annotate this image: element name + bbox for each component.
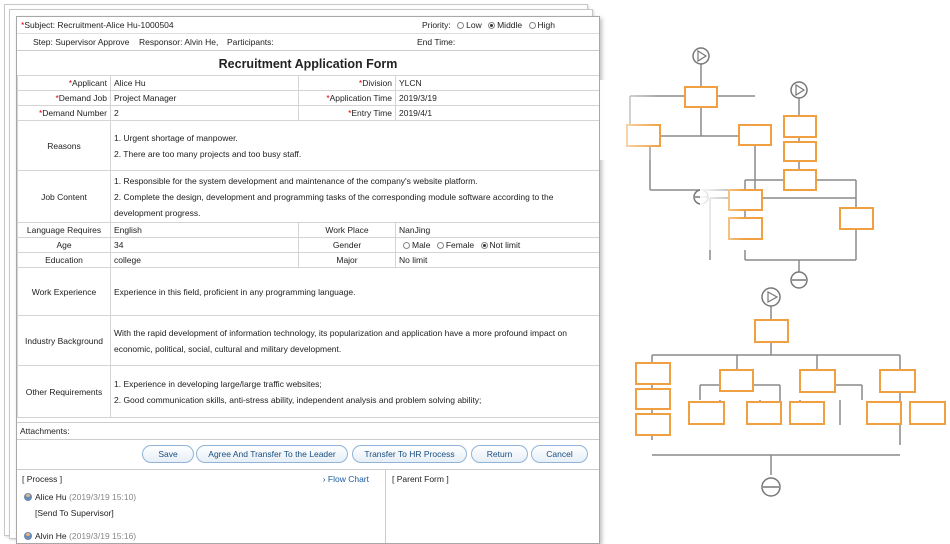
- process-entry: [24, 492, 136, 502]
- start-icon: [762, 288, 780, 306]
- flow-step-box: [910, 402, 945, 424]
- entry-time-value: 2019/4/1: [396, 106, 600, 121]
- application-time-label: Application Time: [329, 93, 392, 103]
- age-label: Age: [18, 238, 111, 253]
- participants-label: Participants:: [227, 37, 274, 47]
- process-entry-action: [Send To Supervisor]: [35, 508, 114, 518]
- age-value: 34: [111, 238, 299, 253]
- process-entry-time: (2019/3/19 15:10): [69, 492, 137, 502]
- major-label: Major: [299, 253, 396, 268]
- application-time-value: 2019/3/19: [396, 91, 600, 106]
- priority-group: Priority: Low Middle High: [421, 20, 555, 30]
- entry-time-label: Entry Time: [351, 108, 392, 118]
- step-row: [17, 34, 599, 51]
- industry-background-value: With the rapid development of information technology, its popularization and application have a more profound impact on economic, political, social, cultural and military development.: [111, 316, 600, 366]
- job-content-value: 1. Responsible for the system development and maintenance of the company's website platform. 2. Complete the design, development and programming tasks of the corresponding module software according to the development progress.: [111, 171, 600, 223]
- transfer-hr-process-button[interactable]: Transfer To HR Process: [352, 445, 467, 463]
- other-requirements-value: 1. Experience in developing large/large traffic websites; 2. Good communication skills, anti-stress ability, independent analysis and problem solving ability;: [111, 366, 600, 418]
- motion-fade: [700, 180, 745, 250]
- education-value: college: [111, 253, 299, 268]
- end-time-label: End Time:: [417, 37, 456, 47]
- cancel-button[interactable]: Cancel: [531, 445, 588, 463]
- parent-form-title: [ Parent Form ]: [392, 474, 449, 484]
- applicant-value: Alice Hu: [111, 76, 299, 91]
- demand-number-label: Demand Number: [42, 108, 107, 118]
- motion-fade: [600, 80, 660, 160]
- agree-transfer-leader-button[interactable]: Agree And Transfer To the Leader: [196, 445, 348, 463]
- applicant-label: Applicant: [72, 78, 107, 88]
- other-requirements-label: Other Requirements: [18, 366, 111, 418]
- save-button[interactable]: Save: [142, 445, 194, 463]
- parent-form-panel: [386, 469, 599, 544]
- attachments-row[interactable]: [17, 422, 599, 440]
- flow-step-box: [784, 170, 816, 190]
- work-experience-value: Experience in this field, proficient in any programming language.: [111, 268, 600, 316]
- gender-label: Gender: [299, 238, 396, 253]
- flow-step-box: [867, 402, 901, 424]
- priority-label: Priority:: [421, 20, 451, 30]
- subject-row: *Subject: Recruitment-Alice Hu-1000504 Priority: Low Middle High: [17, 17, 599, 34]
- flow-step-box: [790, 402, 824, 424]
- process-panel: [17, 469, 386, 544]
- demand-number-value: 2: [111, 106, 299, 121]
- flow-step-box: [685, 87, 717, 107]
- flow-step-box: [800, 370, 835, 392]
- gender-male-radio[interactable]: [403, 242, 410, 249]
- flow-chart-link[interactable]: › Flow Chart: [322, 474, 369, 484]
- reasons-value: 1. Urgent shortage of manpower. 2. There are too many projects and too busy staff.: [111, 121, 600, 171]
- demand-job-label: Demand Job: [58, 93, 107, 103]
- flow-step-box: [720, 370, 753, 391]
- flow-step-box: [636, 389, 670, 409]
- process-entry-name: Alvin He: [35, 531, 67, 541]
- process-entry-name: Alice Hu: [35, 492, 67, 502]
- demand-job-value: Project Manager: [111, 91, 299, 106]
- job-content-label: Job Content: [18, 171, 111, 223]
- priority-high-radio[interactable]: [529, 22, 536, 29]
- education-label: Education: [18, 253, 111, 268]
- division-value: YLCN: [396, 76, 600, 91]
- flow-step-box: [880, 370, 915, 392]
- flow-step-box: [784, 142, 816, 161]
- gender-not-limit-radio[interactable]: [481, 242, 488, 249]
- work-experience-label: Work Experience: [18, 268, 111, 316]
- gender-female-radio[interactable]: [437, 242, 444, 249]
- process-entry-time: (2019/3/19 15:16): [69, 531, 137, 541]
- start-icon: [791, 82, 807, 98]
- industry-background-label: Industry Background: [18, 316, 111, 366]
- language-value: English: [111, 223, 299, 238]
- step-text: Step: Supervisor Approve: [33, 37, 130, 47]
- responsor-text: Responsor: Alvin He,: [139, 37, 219, 47]
- work-place-label: Work Place: [299, 223, 396, 238]
- priority-low-radio[interactable]: [457, 22, 464, 29]
- flow-step-box: [755, 320, 788, 342]
- form-window: [16, 16, 600, 544]
- work-place-value: NanJing: [396, 223, 600, 238]
- start-icon: [693, 48, 709, 64]
- workflow-illustration: [600, 40, 950, 540]
- flow-step-box: [636, 363, 670, 384]
- action-buttons: [17, 445, 599, 463]
- process-title: [ Process ]: [22, 474, 63, 484]
- flow-step-box: [636, 414, 670, 435]
- return-button[interactable]: Return: [471, 445, 528, 463]
- flow-step-box: [784, 116, 816, 137]
- gender-radio-group: Male Female Not limit: [396, 238, 600, 253]
- priority-middle-radio[interactable]: [488, 22, 495, 29]
- end-icon: [762, 478, 780, 496]
- flow-step-box: [739, 125, 771, 145]
- division-label: Division: [362, 78, 392, 88]
- language-label: Language Requires: [18, 223, 111, 238]
- process-entry: [24, 531, 136, 541]
- subject-value: Recruitment-Alice Hu-1000504: [57, 20, 174, 30]
- flow-step-box: [840, 208, 873, 229]
- subject-label: Subject:: [24, 20, 56, 30]
- form-title: Recruitment Application Form: [17, 53, 599, 76]
- user-avatar-icon: [24, 493, 32, 501]
- flow-step-box: [689, 402, 724, 424]
- application-table: *Applicant Alice Hu *Division YLCN *Demand Job Project Manager *Application Time 2019/3/19 *Demand Number 2 *Entry Time 2019/4/1 Reasons 1. Urgent shortage of manpower. 2. There are too many projects and too busy staff. Job Content 1. Responsible for the system development and maintenance of the company's website platform. 2. Complete the design, development and programming tasks of the corresponding module software according to the development progress. Language Requires English Work Place NanJing Age 34 Gender Male Female Not limit Education college Major No limit Work Experience Experience in this field, proficient in any programming language. Industry Background With the rapid development of information technology, its popularization and application have a more profound impact on economic, political, social, cultural and military development. Other Requirements 1. Experience in developing large/large traffic websites; 2. Good communication skills, anti-stress ability, independent analysis and problem solving ability;: [17, 75, 600, 418]
- flow-step-box: [747, 402, 781, 424]
- user-avatar-icon: [24, 532, 32, 540]
- end-icon: [791, 272, 807, 288]
- attachments-label: Attachments:: [20, 426, 70, 436]
- major-value: No limit: [396, 253, 600, 268]
- reasons-label: Reasons: [18, 121, 111, 171]
